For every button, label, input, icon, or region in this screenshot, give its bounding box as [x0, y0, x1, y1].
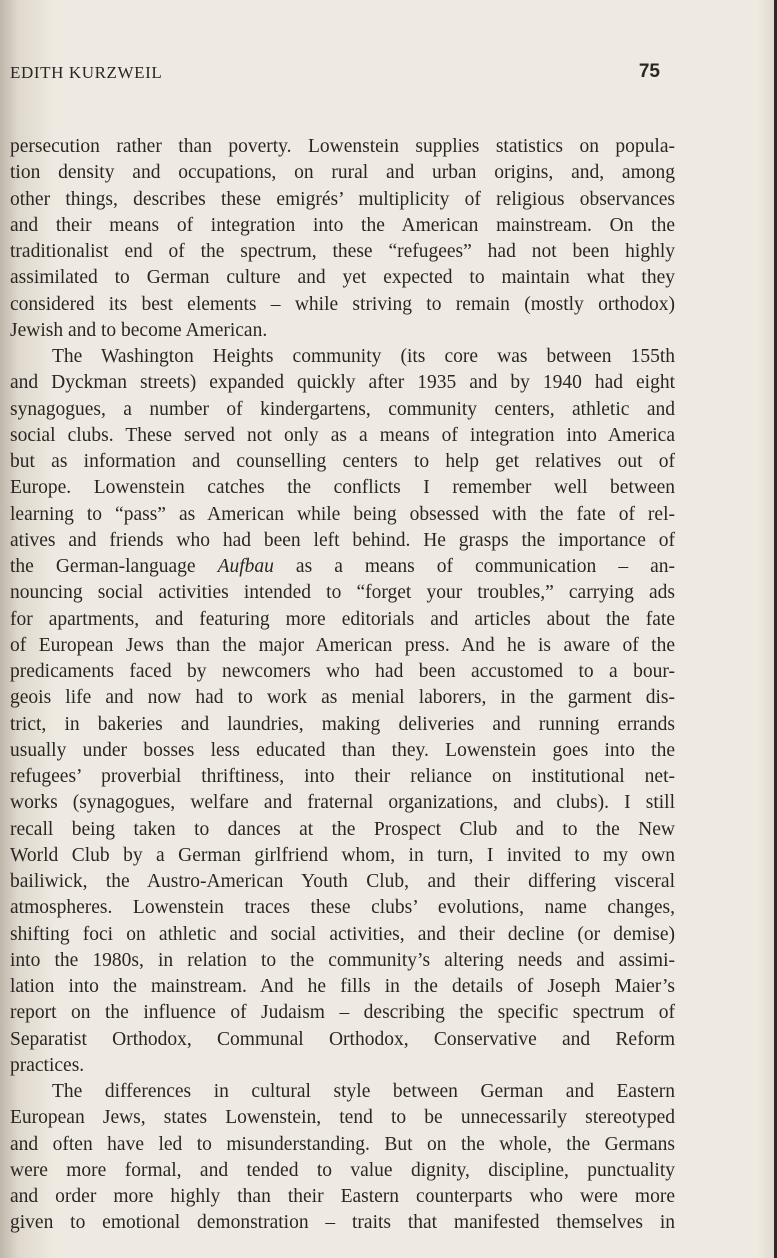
text-line: predicaments faced by newcomers who had been accustomed to a bour-	[10, 661, 675, 682]
text-line: synagogues, a number of kindergartens, community centers, athletic and	[10, 398, 675, 420]
text-line: geois life and now had to work as menial laborers, in the garment dis-	[10, 687, 675, 709]
text-line: for apartments, and featuring more editorials and articles about the fate	[10, 608, 675, 630]
text-line: shifting foci on athletic and social activities, and their decline (or demise)	[10, 923, 675, 945]
text-line: traditionalist end of the spectrum, these “refugees” had not been highly	[10, 241, 675, 262]
text-line: The Washington Heights community (its core was between 155th	[52, 346, 675, 367]
text-line: usually under bosses less educated than they. Lowenstein goes into the	[10, 739, 675, 761]
text-line: recall being taken to dances at the Prospect Club and to the New	[10, 818, 675, 840]
text-line: atives and friends who had been left behind. He grasps the importance of	[10, 529, 675, 551]
text-line: atmospheres. Lowenstein traces these clubs’ evolutions, name changes,	[10, 897, 675, 919]
text-line: practices.	[10, 1054, 85, 1076]
text-line: were more formal, and tended to value dignity, discipline, punctuality	[10, 1159, 675, 1181]
text-line: but as information and counselling centers to help get relatives out of	[10, 451, 675, 472]
text-line: The differences in cultural style between German and Eastern	[52, 1081, 675, 1102]
text-line: social clubs. These served not only as a means of integration into America	[10, 424, 675, 446]
text-line: into the 1980s, in relation to the community’s altering needs and assimi-	[10, 949, 675, 971]
text-line: other things, describes these emigrés’ multiplicity of religious observances	[10, 188, 675, 210]
text-line: Jewish and to become American.	[10, 319, 268, 341]
running-head	[10, 63, 660, 87]
text-line: assimilated to German culture and yet expected to maintain what they	[10, 267, 675, 289]
text-line: Europe. Lowenstein catches the conflicts I remember well between	[10, 477, 675, 499]
text-line: refugees’ proverbial thriftiness, into their reliance on institutional net-	[10, 766, 675, 787]
text-line: learning to “pass” as American while being obsessed with the fate of rel-	[10, 503, 675, 525]
text-line: Separatist Orthodox, Communal Orthodox, Conservative and Reform	[10, 1028, 675, 1050]
running-title: EDITH KURZWEIL	[10, 63, 163, 82]
text-line: the German-language Aufbau as a means of communication – an-	[10, 556, 675, 577]
text-line: and their means of integration into the American mainstream. On the	[10, 214, 675, 236]
text-line: considered its best elements – while striving to remain (mostly orthodox)	[10, 293, 675, 315]
text-line: bailiwick, the Austro-American Youth Club, and their differing visceral	[10, 871, 675, 892]
text-line: lation into the mainstream. And he fills in the details of Joseph Maier’s	[10, 976, 675, 997]
text-line: trict, in bakeries and laundries, making deliveries and running errands	[10, 713, 675, 735]
text-line: works (synagogues, welfare and fraternal organizations, and clubs). I still	[10, 792, 675, 814]
text-line: nouncing social activities intended to “forget your troubles,” carrying ads	[10, 582, 675, 604]
text-line: World Club by a German girlfriend whom, in turn, I invited to my own	[10, 844, 675, 866]
text-line: persecution rather than poverty. Lowenstein supplies statistics on popula-	[10, 136, 675, 157]
text-line: European Jews, states Lowenstein, tend to be unnecessarily stereotyped	[10, 1107, 675, 1129]
italic-title: Aufbau	[217, 556, 274, 577]
body-text	[10, 134, 675, 1237]
text-line: of European Jews than the major American press. And he is aware of the	[10, 634, 675, 656]
text-line: report on the influence of Judaism – describing the specific spectrum of	[10, 1002, 675, 1024]
text-line: tion density and occupations, on rural and urban origins, and, among	[10, 162, 675, 184]
text-line: and order more highly than their Eastern counterparts who were more	[10, 1186, 675, 1207]
text-line: and Dyckman streets) expanded quickly after 1935 and by 1940 had eight	[10, 372, 675, 394]
page-number: 75	[638, 61, 660, 82]
text-line: given to emotional demonstration – traits that manifested themselves in	[10, 1212, 675, 1234]
text-line: and often have led to misunderstanding. But on the whole, the Germans	[10, 1133, 675, 1155]
